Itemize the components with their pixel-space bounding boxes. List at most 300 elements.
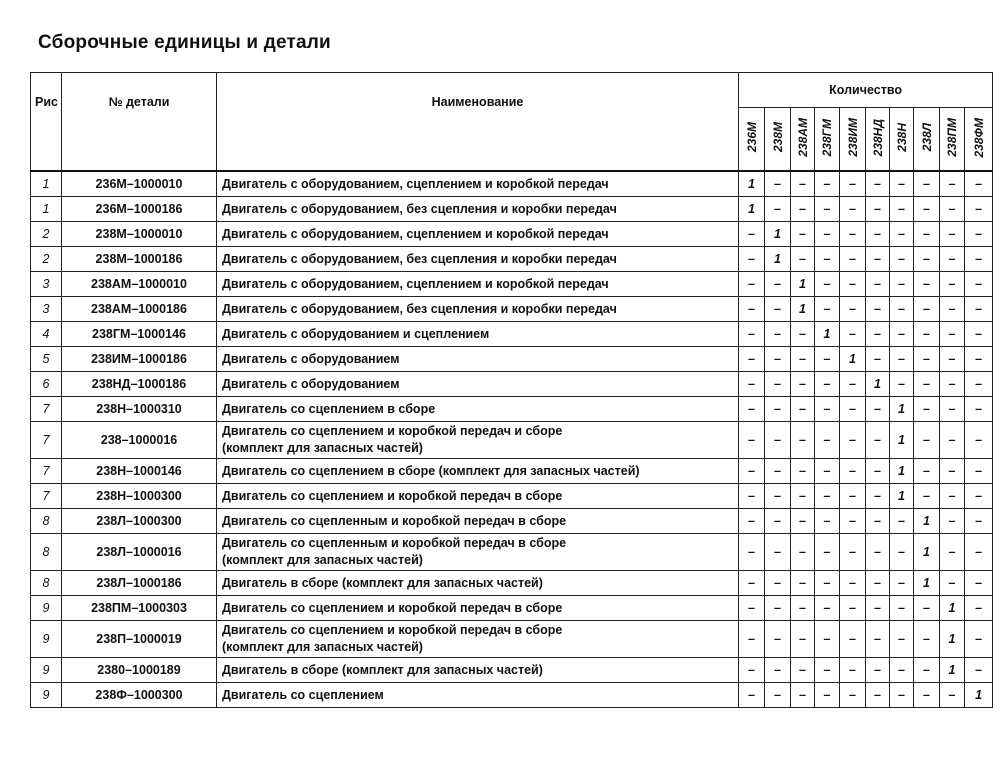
cell-quantity: – [739,596,765,621]
cell-quantity: – [765,683,791,708]
cell-quantity: – [890,534,914,571]
variant-label: 238Л [919,123,934,152]
cell-fig: 2 [31,222,62,247]
cell-name [217,247,739,272]
cell-part-number: 238Л–1000186 [62,571,217,596]
cell-quantity: – [791,397,815,422]
cell-quantity: – [765,658,791,683]
name-line: Двигатель со сцеплением и коробкой передач в сборе [222,600,563,615]
cell-quantity: – [965,222,993,247]
cell-quantity: – [965,422,993,459]
name-line: Двигатель с оборудованием, сцеплением и коробкой передач [222,226,609,241]
cell-quantity: – [791,347,815,372]
cell-quantity: 1 [890,459,914,484]
cell-quantity: – [840,484,866,509]
cell-quantity: – [791,509,815,534]
cell-quantity: – [866,322,890,347]
cell-quantity: 1 [890,484,914,509]
cell-fig: 1 [31,197,62,222]
table-body [31,171,993,708]
cell-quantity: – [815,247,840,272]
header-variant [765,108,791,172]
table-row [31,171,993,197]
cell-quantity: 1 [739,197,765,222]
cell-quantity: – [866,397,890,422]
header-variant [840,108,866,172]
cell-name [217,272,739,297]
cell-part-number: 238Ф–1000300 [62,683,217,708]
cell-name [217,197,739,222]
cell-fig: 7 [31,397,62,422]
cell-quantity: – [866,347,890,372]
cell-fig: 1 [31,171,62,197]
cell-quantity: – [739,297,765,322]
cell-quantity: – [791,596,815,621]
cell-quantity: – [940,422,965,459]
name-line: Двигатель со сцеплением в сборе (комплект для запасных частей) [222,463,640,478]
header-variant [914,108,940,172]
parts-table [30,72,993,708]
cell-fig: 3 [31,272,62,297]
cell-quantity: – [791,658,815,683]
cell-quantity: – [840,571,866,596]
cell-quantity: – [890,571,914,596]
cell-quantity: – [866,596,890,621]
cell-quantity: – [815,658,840,683]
cell-quantity: – [791,171,815,197]
cell-name [217,683,739,708]
cell-quantity: – [866,222,890,247]
cell-fig: 4 [31,322,62,347]
cell-quantity: – [791,571,815,596]
cell-quantity: 1 [890,397,914,422]
cell-quantity: – [840,397,866,422]
cell-part-number: 238Л–1000016 [62,534,217,571]
name-line: Двигатель с оборудованием, без сцепления и коробки передач [222,201,617,216]
cell-quantity: – [765,509,791,534]
cell-quantity: – [840,459,866,484]
header-variant [815,108,840,172]
cell-quantity: – [890,347,914,372]
name-line: Двигатель со сцепленным и коробкой передач в сборе [222,513,567,528]
name-line: (комплект для запасных частей) [222,441,423,455]
table-row [31,272,993,297]
cell-quantity: – [890,222,914,247]
header-variant [739,108,765,172]
cell-quantity: – [866,422,890,459]
cell-part-number: 236М–1000010 [62,171,217,197]
table-row [31,222,993,247]
cell-quantity: 1 [739,171,765,197]
cell-quantity: – [815,534,840,571]
cell-quantity: – [765,171,791,197]
cell-quantity: – [815,197,840,222]
table-row [31,397,993,422]
cell-quantity: – [765,397,791,422]
cell-fig: 7 [31,484,62,509]
cell-quantity: – [840,272,866,297]
cell-quantity: – [739,683,765,708]
cell-quantity: – [866,171,890,197]
cell-quantity: – [765,459,791,484]
cell-quantity: – [914,397,940,422]
cell-quantity: – [914,372,940,397]
cell-quantity: – [765,197,791,222]
name-line: Двигатель с оборудованием, без сцепления и коробки передач [222,301,617,316]
cell-part-number: 238ПМ–1000303 [62,596,217,621]
variant-label: 238М [770,122,785,153]
cell-quantity: – [940,459,965,484]
cell-quantity: – [965,397,993,422]
cell-quantity: – [914,322,940,347]
cell-quantity: – [965,171,993,197]
cell-part-number: 238Н–1000300 [62,484,217,509]
cell-quantity: 1 [940,658,965,683]
cell-part-number: 238АМ–1000186 [62,297,217,322]
cell-quantity: – [739,272,765,297]
cell-quantity: – [940,484,965,509]
cell-quantity: – [890,247,914,272]
cell-quantity: – [940,397,965,422]
cell-quantity: – [914,422,940,459]
cell-quantity: – [940,197,965,222]
cell-quantity: – [914,247,940,272]
cell-quantity: 1 [815,322,840,347]
cell-quantity: – [914,459,940,484]
table-row [31,297,993,322]
cell-quantity: – [739,422,765,459]
cell-quantity: – [965,571,993,596]
cell-quantity: – [765,422,791,459]
cell-quantity: – [840,247,866,272]
cell-quantity: – [739,322,765,347]
cell-quantity: – [739,621,765,658]
cell-quantity: – [739,571,765,596]
cell-part-number: 238Н–1000310 [62,397,217,422]
variant-label: 238ФМ [971,117,986,158]
header-variant [890,108,914,172]
cell-quantity: – [739,459,765,484]
cell-quantity: – [765,534,791,571]
cell-quantity: – [940,171,965,197]
cell-quantity: – [791,621,815,658]
name-line: Двигатель со сцеплением и коробкой передач в сборе [222,623,563,637]
cell-part-number: 238НД–1000186 [62,372,217,397]
cell-quantity: 1 [914,571,940,596]
cell-quantity: – [739,509,765,534]
cell-part-number: 238–1000016 [62,422,217,459]
cell-quantity: – [739,484,765,509]
cell-fig: 3 [31,297,62,322]
cell-quantity: – [840,197,866,222]
cell-quantity: – [765,347,791,372]
cell-quantity: – [765,596,791,621]
cell-name [217,534,739,571]
cell-fig: 9 [31,683,62,708]
cell-name [217,658,739,683]
cell-quantity: – [840,372,866,397]
cell-quantity: – [739,534,765,571]
variant-label: 238Н [894,123,909,152]
cell-quantity: – [940,247,965,272]
cell-quantity: – [965,372,993,397]
variant-label: 238НД [870,118,885,157]
name-line: (комплект для запасных частей) [222,553,423,567]
cell-quantity: – [890,509,914,534]
cell-quantity: – [940,347,965,372]
cell-quantity: – [914,272,940,297]
cell-part-number: 238Н–1000146 [62,459,217,484]
table-row [31,658,993,683]
header-quantity: Количество [739,73,993,108]
cell-quantity: – [866,297,890,322]
table-row [31,197,993,222]
cell-fig: 8 [31,534,62,571]
cell-part-number: 238М–1000010 [62,222,217,247]
cell-quantity: – [890,621,914,658]
name-line: Двигатель в сборе (комплект для запасных частей) [222,575,543,590]
cell-quantity: – [965,459,993,484]
name-line: Двигатель со сцепленным и коробкой передач в сборе [222,536,567,550]
cell-name [217,347,739,372]
cell-quantity: – [965,272,993,297]
cell-quantity: – [815,621,840,658]
cell-fig: 7 [31,459,62,484]
cell-fig: 7 [31,422,62,459]
cell-quantity: – [866,197,890,222]
cell-quantity: – [866,534,890,571]
cell-part-number: 238П–1000019 [62,621,217,658]
cell-quantity: – [791,222,815,247]
header-variant [791,108,815,172]
cell-quantity: 1 [866,372,890,397]
cell-quantity: – [965,197,993,222]
cell-name [217,596,739,621]
cell-name [217,372,739,397]
cell-quantity: – [890,197,914,222]
name-line: Двигатель с оборудованием [222,376,400,391]
cell-quantity: – [914,197,940,222]
cell-quantity: – [965,596,993,621]
cell-name [217,222,739,247]
cell-quantity: – [914,621,940,658]
cell-quantity: 1 [765,222,791,247]
cell-quantity: – [815,683,840,708]
cell-quantity: – [739,372,765,397]
cell-name [217,484,739,509]
cell-quantity: – [840,683,866,708]
cell-quantity: – [840,322,866,347]
cell-part-number: 238М–1000186 [62,247,217,272]
name-line: Двигатель в сборе (комплект для запасных частей) [222,662,543,677]
cell-quantity: 1 [914,534,940,571]
cell-quantity: – [791,422,815,459]
cell-quantity: – [940,509,965,534]
cell-quantity: 1 [791,297,815,322]
cell-quantity: – [840,297,866,322]
cell-quantity: – [791,247,815,272]
cell-quantity: – [914,658,940,683]
cell-quantity: – [890,658,914,683]
cell-quantity: – [890,272,914,297]
cell-part-number: 238ГМ–1000146 [62,322,217,347]
name-line: (комплект для запасных частей) [222,640,423,654]
cell-quantity: – [965,658,993,683]
cell-quantity: – [890,372,914,397]
cell-quantity: – [940,534,965,571]
table-row [31,509,993,534]
table-row [31,621,993,658]
cell-quantity: – [940,322,965,347]
cell-quantity: – [815,347,840,372]
variant-label: 238АМ [795,118,810,157]
cell-part-number: 238ИМ–1000186 [62,347,217,372]
cell-quantity: – [914,171,940,197]
name-line: Двигатель с оборудованием, сцеплением и коробкой передач [222,276,609,291]
header-variant [866,108,890,172]
cell-quantity: – [815,272,840,297]
cell-quantity: – [815,297,840,322]
cell-quantity: – [791,197,815,222]
cell-quantity: – [739,397,765,422]
cell-part-number: 238Л–1000300 [62,509,217,534]
cell-quantity: – [940,297,965,322]
cell-quantity: – [940,683,965,708]
cell-quantity: – [791,459,815,484]
cell-quantity: – [965,621,993,658]
cell-quantity: – [965,247,993,272]
cell-quantity: – [739,658,765,683]
cell-quantity: – [866,509,890,534]
cell-name [217,621,739,658]
cell-quantity: – [866,621,890,658]
cell-fig: 2 [31,247,62,272]
name-line: Двигатель с оборудованием, без сцепления и коробки передач [222,251,617,266]
cell-quantity: – [866,459,890,484]
table-row [31,484,993,509]
cell-quantity: – [765,621,791,658]
table-row [31,322,993,347]
cell-quantity: – [890,297,914,322]
cell-quantity: – [890,171,914,197]
name-line: Двигатель с оборудованием, сцеплением и коробкой передач [222,176,609,191]
cell-quantity: 1 [840,347,866,372]
name-line: Двигатель с оборудованием и сцеплением [222,326,490,341]
header-fig: Рис [31,73,62,172]
cell-quantity: – [765,322,791,347]
cell-quantity: – [890,322,914,347]
cell-quantity: – [765,484,791,509]
cell-quantity: – [791,322,815,347]
cell-fig: 9 [31,596,62,621]
cell-quantity: – [815,484,840,509]
cell-quantity: – [815,571,840,596]
cell-quantity: – [815,397,840,422]
cell-quantity: – [914,347,940,372]
table-row [31,596,993,621]
header-part-number: № детали [62,73,217,172]
cell-fig: 6 [31,372,62,397]
cell-quantity: 1 [765,247,791,272]
cell-quantity: – [840,422,866,459]
table-row [31,683,993,708]
cell-quantity: – [840,596,866,621]
cell-quantity: 1 [940,596,965,621]
cell-quantity: – [940,272,965,297]
table-row [31,347,993,372]
cell-quantity: – [815,171,840,197]
header-variant [965,108,993,172]
header-name: Наименование [217,73,739,172]
cell-fig: 5 [31,347,62,372]
cell-quantity: – [965,484,993,509]
cell-name [217,322,739,347]
name-line: Двигатель со сцеплением в сборе [222,401,436,416]
cell-quantity: – [840,534,866,571]
variant-label: 238ИМ [845,118,860,157]
cell-name [217,459,739,484]
cell-name [217,509,739,534]
cell-quantity: – [815,509,840,534]
cell-quantity: 1 [914,509,940,534]
table-row [31,534,993,571]
cell-quantity: – [840,222,866,247]
cell-name [217,297,739,322]
cell-quantity: 1 [940,621,965,658]
cell-quantity: – [739,347,765,372]
cell-quantity: – [940,372,965,397]
variant-label: 238ГМ [820,118,834,157]
table-row [31,422,993,459]
cell-quantity: – [914,596,940,621]
variant-label: 238ПМ [945,118,959,157]
cell-name [217,397,739,422]
cell-quantity: – [840,509,866,534]
cell-part-number: 236М–1000186 [62,197,217,222]
variant-label: 236М [744,122,759,153]
cell-fig: 9 [31,658,62,683]
cell-quantity: – [765,272,791,297]
cell-quantity: – [940,571,965,596]
cell-name [217,171,739,197]
cell-quantity: – [840,621,866,658]
table-row [31,372,993,397]
cell-quantity: – [866,571,890,596]
cell-fig: 8 [31,571,62,596]
cell-quantity: – [815,422,840,459]
cell-quantity: – [791,484,815,509]
cell-quantity: – [840,658,866,683]
name-line: Двигатель со сцеплением и коробкой передач в сборе [222,488,563,503]
cell-quantity: – [965,297,993,322]
cell-quantity: – [914,683,940,708]
table-row [31,247,993,272]
cell-quantity: – [965,534,993,571]
name-line: Двигатель со сцеплением [222,687,384,702]
cell-quantity: – [965,509,993,534]
cell-quantity: – [739,222,765,247]
cell-quantity: – [866,272,890,297]
header-variant [940,108,965,172]
cell-quantity: 1 [890,422,914,459]
cell-quantity: – [940,222,965,247]
cell-quantity: – [815,459,840,484]
cell-quantity: – [815,372,840,397]
cell-quantity: – [914,484,940,509]
cell-quantity: – [840,171,866,197]
cell-quantity: – [815,596,840,621]
cell-quantity: 1 [965,683,993,708]
